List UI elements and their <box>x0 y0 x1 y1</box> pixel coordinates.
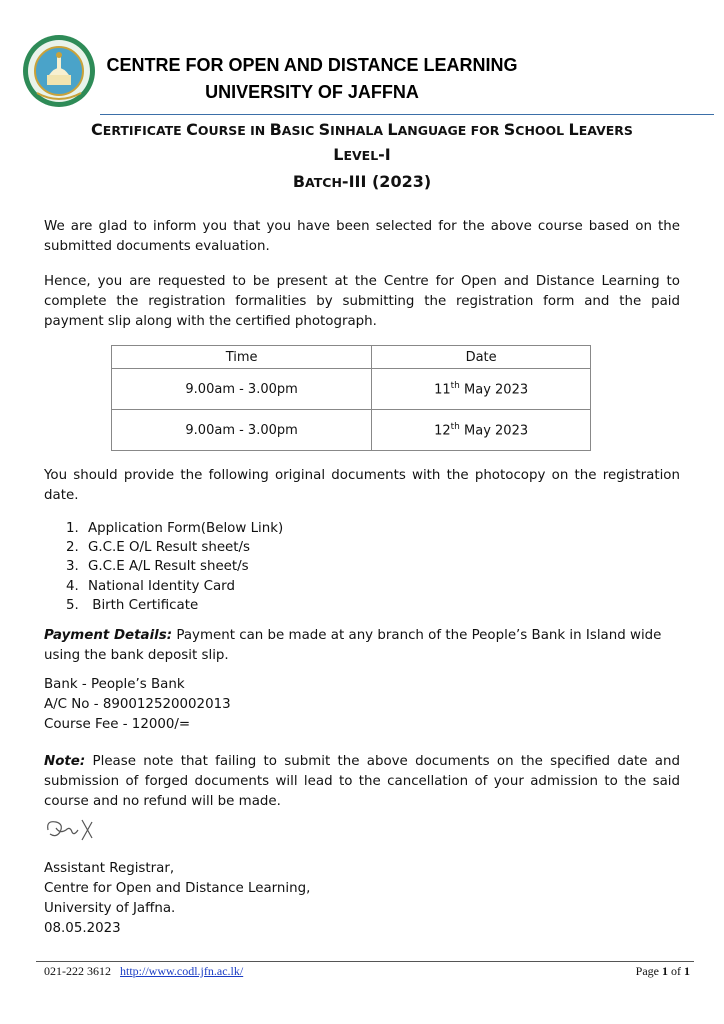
documents-list <box>66 519 283 615</box>
note-label: Note: <box>44 754 86 769</box>
list-item: 2. G.C.E O/L Result sheet/s <box>66 540 251 556</box>
signatory-title: Assistant Registrar, <box>44 861 175 876</box>
list-item: 1. Application Form(Below Link) <box>66 521 284 536</box>
registration-paragraph: Hence, you are requested to be present at the Centre for Open and Distance Learning to complete the registration formalities by submitting the registration form and the paid payment slip along with the certified photograph. <box>44 274 680 329</box>
table-header-row <box>112 346 591 369</box>
date-column-header: Date <box>372 346 591 369</box>
course-title: CERTIFICATE COURSE IN BASIC SINHALA LANGUAGE FOR SCHOOL LEAVERS <box>91 120 633 139</box>
payment-text: Payment can be made at any branch of the People’s Bank in Island wide using the bank deposit slip. <box>44 628 662 663</box>
logo-emblem-icon <box>21 33 97 109</box>
signature <box>42 816 102 850</box>
time-cell: 9.00am - 3.00pm <box>112 369 372 410</box>
table-row <box>112 369 591 410</box>
documents-intro-paragraph: You should provide the following original documents with the photocopy on the registration date. <box>44 468 680 503</box>
course-level: LEVEL-I <box>333 145 391 164</box>
footer-phone: 021-222 3612 <box>44 964 111 978</box>
footer-website-link[interactable]: http://www.codl.jfn.ac.lk/ <box>120 964 244 978</box>
letter-date: 08.05.2023 <box>44 921 121 936</box>
signatory-university: University of Jaffna. <box>44 901 176 916</box>
bank-details <box>44 675 680 735</box>
signatory-centre: Centre for Open and Distance Learning, <box>44 881 311 896</box>
signoff-block <box>44 859 680 939</box>
note-paragraph <box>44 752 680 812</box>
signature-icon <box>42 816 102 846</box>
table-row <box>112 410 591 451</box>
page-indicator: Page 1 of 1 <box>635 964 690 978</box>
header-divider <box>100 114 714 115</box>
course-fee: Course Fee - 12000/= <box>44 717 191 732</box>
list-item: 4. National Identity Card <box>66 578 235 594</box>
date-cell: 12th May 2023 <box>372 410 591 451</box>
account-number: A/C No - 890012520002013 <box>44 697 231 712</box>
selection-paragraph: We are glad to inform you that you have been selected for the above course based on the submitted documents evaluation. <box>44 219 680 254</box>
time-cell: 9.00am - 3.00pm <box>112 410 372 451</box>
bank-name: Bank - People’s Bank <box>44 677 185 692</box>
course-batch: BATCH-III (2023) <box>292 172 432 191</box>
institution-name: CENTRE FOR OPEN AND DISTANCE LEARNING <box>106 55 518 75</box>
time-column-header: Time <box>112 346 372 369</box>
note-text: Please note that failing to submit the above documents on the specified date and submission of forged documents will lead to the cancellation of your admission to the said course and no refund will be made. <box>44 754 680 809</box>
footer-divider <box>36 961 694 962</box>
date-cell: 11th May 2023 <box>372 369 591 410</box>
university-logo <box>21 33 97 109</box>
payment-details <box>44 626 680 666</box>
list-item: 5. Birth Certificate <box>66 597 199 613</box>
registration-schedule-table <box>111 345 591 451</box>
footer-contact <box>44 964 243 979</box>
payment-label: Payment Details: <box>44 628 173 643</box>
list-item: 3. G.C.E A/L Result sheet/s <box>66 559 249 575</box>
university-name: UNIVERSITY OF JAFFNA <box>205 82 419 102</box>
